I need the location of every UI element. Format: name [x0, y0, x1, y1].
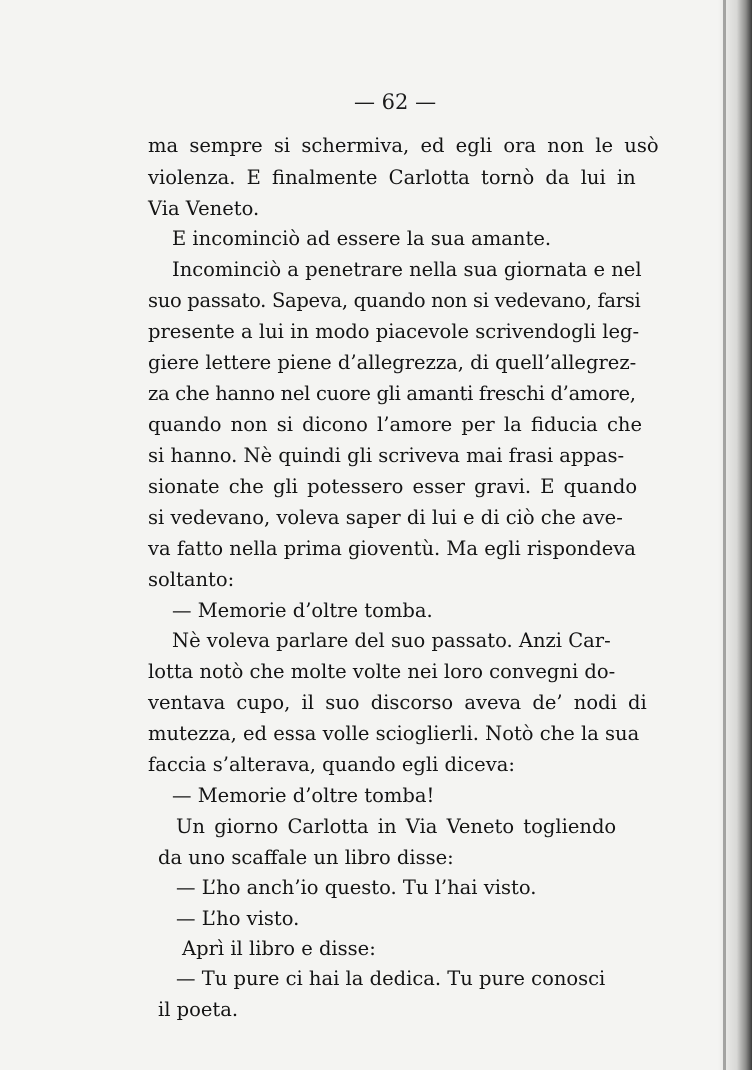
text-line-10: quando non si dicono l’amore per la fiducia che: [148, 413, 643, 436]
text-line-24: da uno scaffale un libro disse:: [158, 846, 454, 869]
text-line-12: sionate che gli potessero esser gravi. E quando: [148, 475, 638, 498]
text-line-23: Un giorno Carlotta in Via Veneto togliendo: [176, 815, 617, 838]
text-line-2: violenza. E finalmente Carlotta tornò da lui in: [148, 166, 636, 189]
text-line-9: za che hanno nel cuore gli amanti freschi d’amore,: [148, 382, 636, 405]
text-line-17: Nè voleva parlare del suo passato. Anzi Car-: [172, 629, 611, 652]
text-line-3: Via Veneto.: [148, 197, 260, 220]
text-line-18: lotta notò che molte volte nei loro convegni do-: [148, 660, 616, 683]
text-line-16: — Memorie d’oltre tomba.: [172, 599, 433, 622]
text-line-28: — Tu pure ci hai la dedica. Tu pure conosci: [176, 967, 606, 990]
text-line-7: presente a lui in modo piacevole scrivendogli leg-: [148, 320, 640, 343]
text-line-26: — L’ho visto.: [176, 907, 300, 930]
text-line-19: ventava cupo, il suo discorso aveva de’ nodi di: [148, 691, 647, 714]
text-line-1: ma sempre si schermiva, ed egli ora non le usò: [148, 134, 659, 157]
text-line-21: faccia s’alterava, quando egli diceva:: [148, 753, 515, 776]
text-line-11: si hanno. Nè quindi gli scriveva mai frasi appas-: [148, 444, 625, 467]
page-number: — 62 —: [354, 90, 437, 114]
text-line-4: E incominciò ad essere la sua amante.: [172, 227, 552, 250]
text-line-5: Incominciò a penetrare nella sua giornata e nel: [172, 258, 642, 281]
text-line-29: il poeta.: [158, 998, 239, 1021]
text-line-6: suo passato. Sapeva, quando non si vedevano, farsi: [148, 289, 641, 312]
text-line-22: — Memorie d’oltre tomba!: [172, 784, 435, 807]
text-line-20: mutezza, ed essa volle scioglierli. Notò che la sua: [148, 722, 640, 745]
text-line-27: Aprì il libro e disse:: [182, 937, 376, 960]
text-line-14: va fatto nella prima gioventù. Ma egli rispondeva: [148, 537, 636, 560]
text-line-15: soltanto:: [148, 568, 235, 591]
text-line-25: — L’ho anch’io questo. Tu l’hai visto.: [176, 876, 537, 899]
text-line-8: giere lettere piene d’allegrezza, di quell’allegrez-: [148, 351, 637, 374]
text-line-13: si vedevano, voleva saper di lui e di ciò che ave-: [148, 506, 623, 529]
